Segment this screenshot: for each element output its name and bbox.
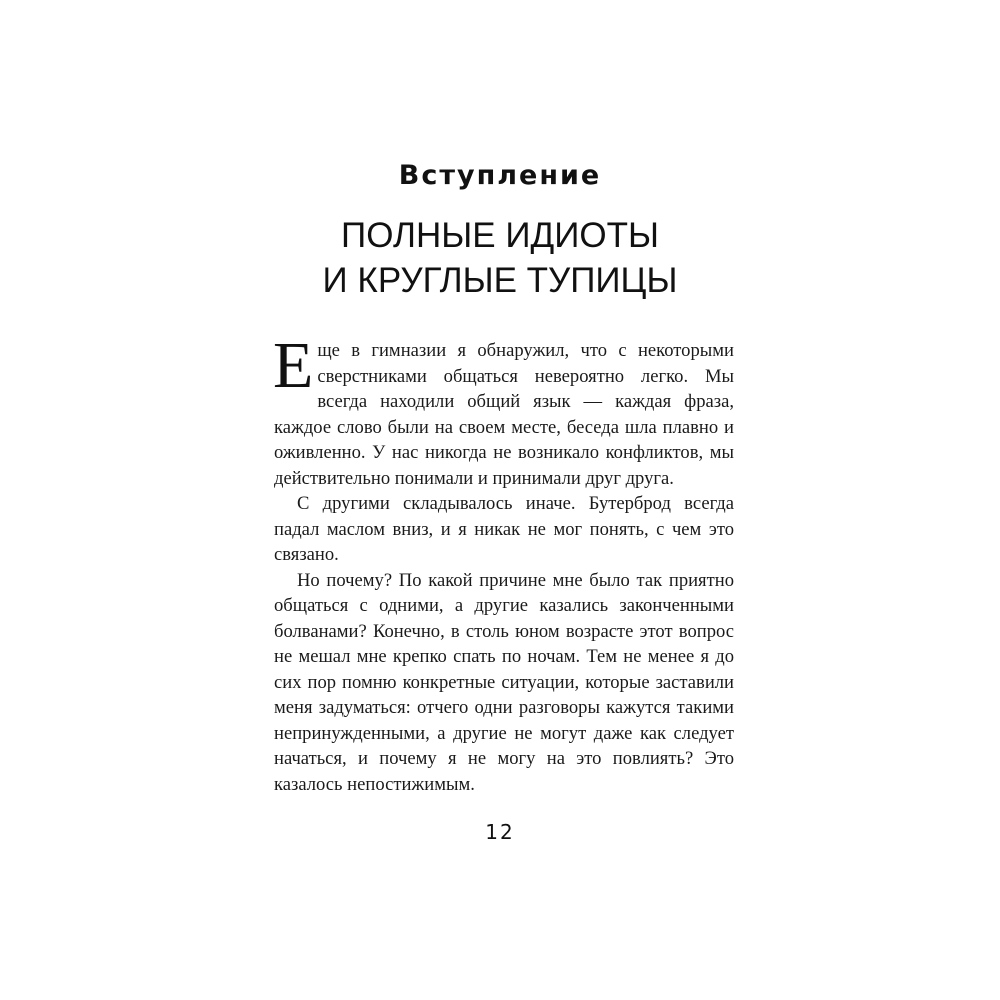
page-number: 12	[485, 820, 515, 844]
paragraph-1-text: ще в гимназии я обнаружил, что с некоторыми сверстниками общаться невероятно легко. Мы всегда находили общий язык — каждая фраза, каждое слово были на своем месте, беседа шла плавно и оживленно. У нас никогда не возникало конфликтов, мы действительно понимали и принимали друг друга.	[274, 340, 734, 489]
chapter-title	[0, 213, 1000, 303]
chapter-title-line-1: ПОЛНЫЕ ИДИОТЫ	[341, 216, 659, 255]
chapter-title-line-2: И КРУГЛЫЕ ТУПИЦЫ	[322, 261, 678, 300]
body-text	[273, 329, 734, 797]
paragraph-2-text: С другими складывалось иначе. Бутерброд всегда падал маслом вниз, и я никак не мог понять, с чем это связано.	[274, 493, 734, 565]
chapter-label: Вступление	[398, 160, 602, 191]
paragraph-2	[274, 491, 734, 568]
paragraph-3-text: Но почему? По какой причине мне было так приятно общаться с одними, а другие казались законченными болванами? Конечно, в столь юном возрасте этот вопрос не мешал мне крепко спать по ночам. Тем не менее я до сих пор помню конкретные ситуации, которые заставили меня задуматься: отчего одни разговоры кажутся такими непринужденными, а другие не могут даже как следует начаться, и почему я не могу на это повлиять? Это казалось непостижимым.	[274, 569, 734, 795]
drop-cap: Е	[273, 329, 314, 402]
paragraph-1	[273, 329, 734, 491]
paragraph-3	[274, 568, 734, 798]
